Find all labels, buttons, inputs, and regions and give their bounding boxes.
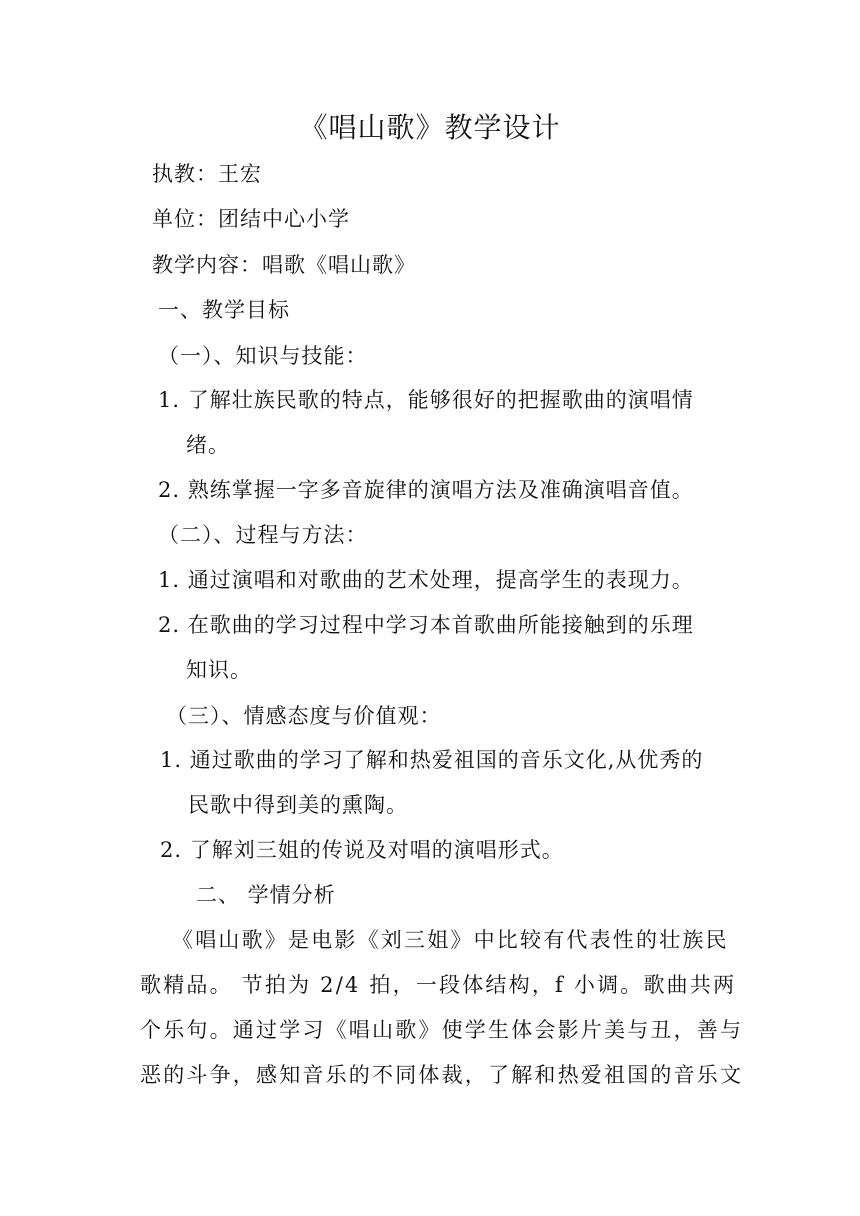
analysis-line-4: 恶的斗争，感知音乐的不同体裁，了解和热爱祖国的音乐文 <box>140 1063 744 1087</box>
document-title: 《唱山歌》教学设计 <box>299 111 561 144</box>
analysis-line-2: 歌精品。 节拍为 2/4 拍，一段体结构，f 小调。歌曲共两 <box>140 973 737 997</box>
section2-heading: 二、 学情分析 <box>196 883 336 907</box>
teacher-line: 执教：王宏 <box>152 162 262 186</box>
section1-heading: 一、教学目标 <box>158 298 290 322</box>
analysis-line-1: 《唱山歌》是电影《刘三姐》中比较有代表性的壮族民 <box>172 928 729 952</box>
sub3-heading: （三）、情感态度与价值观： <box>166 704 442 728</box>
sub3-item1-line1: 1. 通过歌曲的学习了解和热爱祖国的音乐文化,从优秀的 <box>160 748 704 772</box>
sub1-item1-line2: 绪。 <box>186 433 230 457</box>
sub2-item2-line1: 2. 在歌曲的学习过程中学习本首歌曲所能接触到的乐理 <box>158 613 694 637</box>
unit-line: 单位：团结中心小学 <box>152 207 350 231</box>
sub3-item2: 2. 了解刘三姐的传说及对唱的演唱形式。 <box>160 838 564 862</box>
sub1-item2: 2. 熟练掌握一字多音旋律的演唱方法及准确演唱音值。 <box>158 478 694 502</box>
sub1-heading: （一）、知识与技能： <box>158 344 368 368</box>
sub2-item2-line2: 知识。 <box>186 658 252 682</box>
sub2-heading: （二）、过程与方法： <box>158 523 368 547</box>
analysis-line-3: 个乐句。通过学习《唱山歌》使学生体会影片美与丑，善与 <box>140 1018 744 1042</box>
sub3-item1-line2: 民歌中得到美的熏陶。 <box>188 793 408 817</box>
sub2-item1: 1. 通过演唱和对歌曲的艺术处理，提高学生的表现力。 <box>158 568 694 592</box>
sub1-item1-line1: 1. 了解壮族民歌的特点，能够很好的把握歌曲的演唱情 <box>158 388 694 412</box>
content-line: 教学内容：唱歌《唱山歌》 <box>152 253 416 277</box>
